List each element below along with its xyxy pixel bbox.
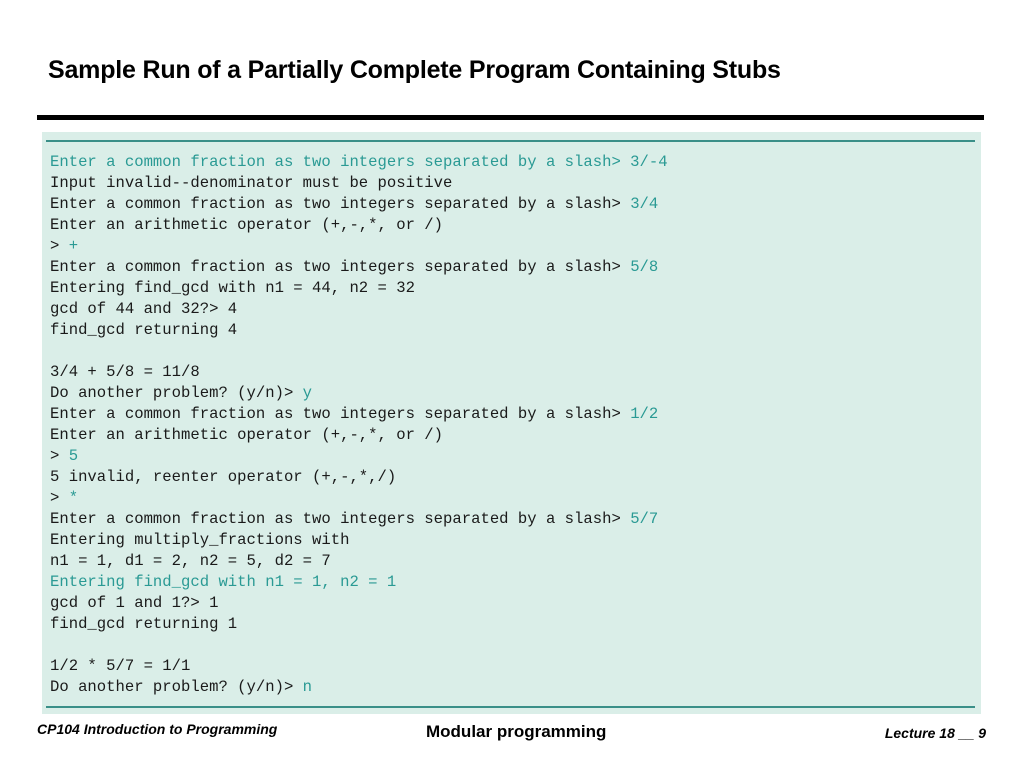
terminal-bottom-rule <box>46 706 975 708</box>
program-output-text: > <box>50 489 69 507</box>
user-input-text: y <box>302 384 313 402</box>
terminal-line <box>50 152 668 173</box>
program-output-text: Enter a common fraction as two integers separated by a slash> <box>50 195 631 213</box>
terminal-line <box>50 194 668 215</box>
terminal-line <box>50 236 668 257</box>
terminal-line <box>50 551 668 572</box>
program-output-text: Enter a common fraction as two integers separated by a slash> <box>50 405 631 423</box>
terminal-transcript <box>50 152 668 698</box>
terminal-line <box>50 530 668 551</box>
user-input-text: 5/8 <box>630 258 659 276</box>
program-output-text: Do another problem? (y/n)> <box>50 384 303 402</box>
program-output-text: gcd of 1 and 1?> 1 <box>50 594 219 612</box>
program-output-text: Input invalid--denominator must be positive <box>50 174 453 192</box>
title-divider <box>37 115 984 120</box>
footer-lecture-number: Lecture 18 __ 9 <box>884 725 986 741</box>
terminal-line <box>50 404 668 425</box>
user-input-text: 5 <box>68 447 79 465</box>
terminal-line <box>50 593 668 614</box>
terminal-line <box>50 383 668 404</box>
user-input-text: Entering find_gcd with n1 = 1, n2 = 1 <box>50 573 397 591</box>
terminal-line <box>50 173 668 194</box>
program-output-text: 5 invalid, reenter operator (+,-,*,/) <box>50 468 397 486</box>
user-input-text: n <box>302 678 313 696</box>
terminal-line <box>50 677 668 698</box>
program-output-text: 3/4 + 5/8 = 11/8 <box>50 363 200 381</box>
terminal-line <box>50 341 668 362</box>
terminal-line <box>50 488 668 509</box>
program-output-text: Enter an arithmetic operator (+,-,*, or /) <box>50 426 444 444</box>
program-output-text: > <box>50 447 69 465</box>
program-output-text: find_gcd returning 1 <box>50 615 238 633</box>
terminal-line <box>50 425 668 446</box>
footer-topic: Modular programming <box>426 722 607 741</box>
user-input-text: Enter a common fraction as two integers separated by a slash> 3/-4 <box>50 153 668 171</box>
program-output-text: Do another problem? (y/n)> <box>50 678 303 696</box>
terminal-line <box>50 320 668 341</box>
terminal-line <box>50 299 668 320</box>
terminal-line <box>50 509 668 530</box>
program-output-text: Entering find_gcd with n1 = 44, n2 = 32 <box>50 279 415 297</box>
program-output-text: find_gcd returning 4 <box>50 321 238 339</box>
terminal-line <box>50 656 668 677</box>
program-output-text: Enter a common fraction as two integers separated by a slash> <box>50 258 631 276</box>
user-input-text: 5/7 <box>630 510 659 528</box>
terminal-line <box>50 257 668 278</box>
terminal-line <box>50 215 668 236</box>
program-output-text: n1 = 1, d1 = 2, n2 = 5, d2 = 7 <box>50 552 331 570</box>
user-input-text: 1/2 <box>630 405 659 423</box>
terminal-output-panel <box>42 132 981 714</box>
program-output-text: Entering multiply_fractions with <box>50 531 350 549</box>
terminal-line <box>50 362 668 383</box>
program-output-text: Enter an arithmetic operator (+,-,*, or /) <box>50 216 444 234</box>
program-output-text: Enter a common fraction as two integers separated by a slash> <box>50 510 631 528</box>
user-input-text: * <box>68 489 79 507</box>
terminal-line <box>50 446 668 467</box>
program-output-text: > <box>50 237 69 255</box>
slide-title: Sample Run of a Partially Complete Program Containing Stubs <box>48 56 781 84</box>
footer-course-name: CP104 Introduction to Programming <box>37 721 278 737</box>
terminal-line <box>50 614 668 635</box>
user-input-text: + <box>68 237 79 255</box>
terminal-line <box>50 635 668 656</box>
program-output-text: gcd of 44 and 32?> 4 <box>50 300 238 318</box>
user-input-text: 3/4 <box>630 195 659 213</box>
terminal-line <box>50 467 668 488</box>
terminal-line <box>50 572 668 593</box>
program-output-text: 1/2 * 5/7 = 1/1 <box>50 657 191 675</box>
terminal-top-rule <box>46 140 975 142</box>
terminal-line <box>50 278 668 299</box>
